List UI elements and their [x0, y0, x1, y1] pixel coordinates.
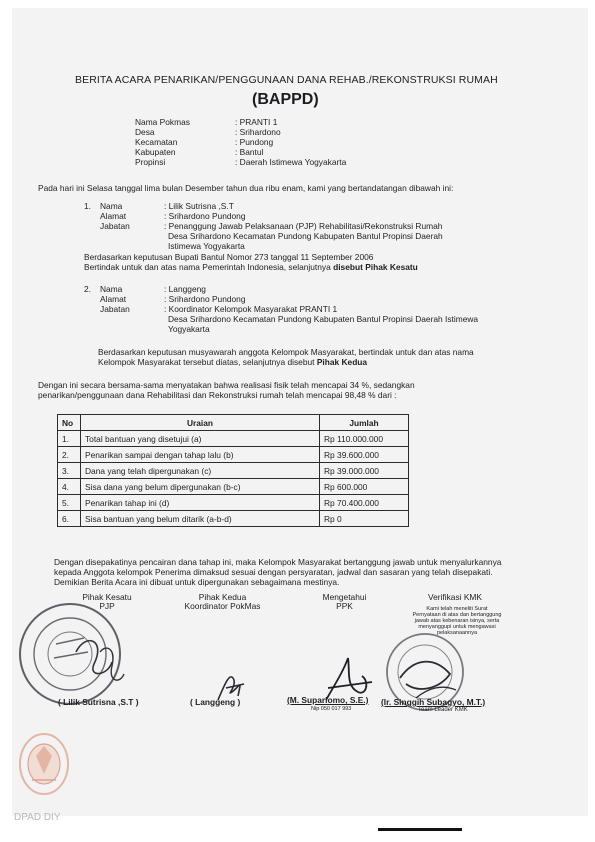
pokmas-identity: [135, 117, 346, 167]
table-header-row: [58, 415, 409, 431]
identity-row: Propinsi : Daerah Istimewa Yogyakarta: [135, 157, 347, 167]
party-two-decree: Berdasarkan keputusan musyawarah anggota Kelompok Masyarakat, bertindak untuk dan atas nama: [98, 347, 474, 357]
signatory-two-header: Pihak Kedua Koordinator PokMas: [184, 592, 261, 611]
table-row: 2. Penarikan sampai dengan tahap lalu (b) Rp 39.600.000: [58, 447, 409, 463]
signatory-three-name: (M. Suparlomo, S.E.): [287, 695, 369, 705]
signatory-one-header: Pihak Kesatu PJP: [82, 592, 132, 611]
signatory-three-header: Mengetahui PPK: [322, 592, 367, 611]
fund-table: [57, 414, 409, 527]
party-two: 2. Nama : Langgeng Alamat : Srihardono Pundong Jabatan : Koordinator Kelompok Masyarakat PRANTI 1 Desa Srihardono Kecamatan Pundong Kabupaten Bantul Propinsi Daerah Istimewa Yogyakarta: [84, 284, 479, 334]
closing-line-3: Demikian Berita Acara ini dibuat untuk dipergunakan sebagaimana mestinya.: [54, 577, 340, 587]
party-one-role: Bertindak untuk dan atas nama Pemerintah Indonesia, selanjutnya disebut Pihak Kesatu: [84, 262, 418, 272]
table-row: 3. Dana yang telah dipergunakan (c) Rp 39.000.000: [58, 463, 409, 479]
party-one-decree: Berdasarkan keputusan Bupati Bantul Nomor 273 tanggal 11 September 2006: [84, 252, 374, 262]
table-row: 6. Sisa bantuan yang belum ditarik (a-b-d) Rp 0: [58, 511, 409, 527]
table-row: 1. Total bantuan yang disetujui (a) Rp 110.000.000: [58, 431, 409, 447]
closing-line-1: Dengan disepakatinya pencairan dana tahap ini, maka Kelompok Masyarakat bertanggung jawab untuk menyalurkannya: [54, 557, 502, 567]
column-header-jumlah: Jumlah: [320, 415, 409, 431]
signatory-one-name: ( Lilik Sutrisna ,S.T ): [58, 697, 139, 707]
document-acronym: (BAPPD): [252, 91, 319, 108]
column-header-no: No: [58, 415, 81, 431]
verification-note: Kami telah meneliti Surat Pernyataan di atas dan bertanggung jawab atas kebenaran isinya, serta menyanggupi untuk mengawasi pelaksanaannya: [412, 606, 502, 636]
identity-row: Kecamatan : Pundong: [135, 137, 274, 147]
statement-line-1: Dengan ini secara bersama-sama menyatakan bahwa realisasi fisik telah mencapai 34 %, sedangkan: [38, 380, 415, 390]
watermark-label: DPAD DIY: [14, 812, 61, 823]
party-one: 1. Nama : Lilik Sutrisna ,S.T Alamat : Srihardono Pundong Jabatan : Penanggung Jawab Pelaksanaan (PJP) Rehabilitasi/Rekonstruksi Rumah Desa Srihardono Kecamatan Pundong Kabupaten Bantul Propinsi Daerah Istimewa Yogyakarta: [84, 201, 443, 251]
table-row: 5. Penarikan tahap ini (d) Rp 70.400.000: [58, 495, 409, 511]
signatory-four-header: Verifikasi KMK: [428, 592, 482, 602]
signatory-three-nip: Nip 050 017 993: [311, 706, 352, 712]
footer-bar: [378, 828, 462, 831]
statement-line-2: penarikan/penggunaan dana Rehabilitasi dan Rekonstruksi rumah telah mencapai 98,48 % dari :: [38, 390, 397, 400]
table-row: 4. Sisa dana yang belum dipergunakan (b-c) Rp 600.000: [58, 479, 409, 495]
document-title: BERITA ACARA PENARIKAN/PENGGUNAAN DANA REHAB./REKONSTRUKSI RUMAH: [75, 74, 498, 86]
intro-paragraph: Pada hari ini Selasa tanggal lima bulan Desember tahun dua ribu enam, kami yang bertandatangan dibawah ini:: [38, 183, 454, 193]
identity-row: Kabupaten : Bantul: [135, 147, 264, 157]
closing-line-2: kepada Anggota kelompok Penerima dimaksud sesuai dengan persyaratan, jadwal dan sasaran yang telah disepakati.: [54, 567, 493, 577]
village-stamp-icon: [16, 592, 136, 712]
column-header-uraian: Uraian: [81, 415, 320, 431]
signatory-four-subtitle: Team Leader KMK: [418, 707, 468, 713]
identity-row: Nama Pokmas : PRANTI 1: [135, 117, 278, 127]
party-two-role: Kelompok Masyarakat tersebut diatas, selanjutnya disebut Pihak Kedua: [98, 357, 368, 367]
identity-row: Desa : Srihardono: [135, 127, 281, 137]
dpad-emblem-icon: [14, 728, 74, 798]
signatory-four-name: (Ir. Singgih Subagyo, M.T.): [381, 697, 486, 707]
signatory-two-name: ( Langgeng ): [190, 697, 241, 707]
